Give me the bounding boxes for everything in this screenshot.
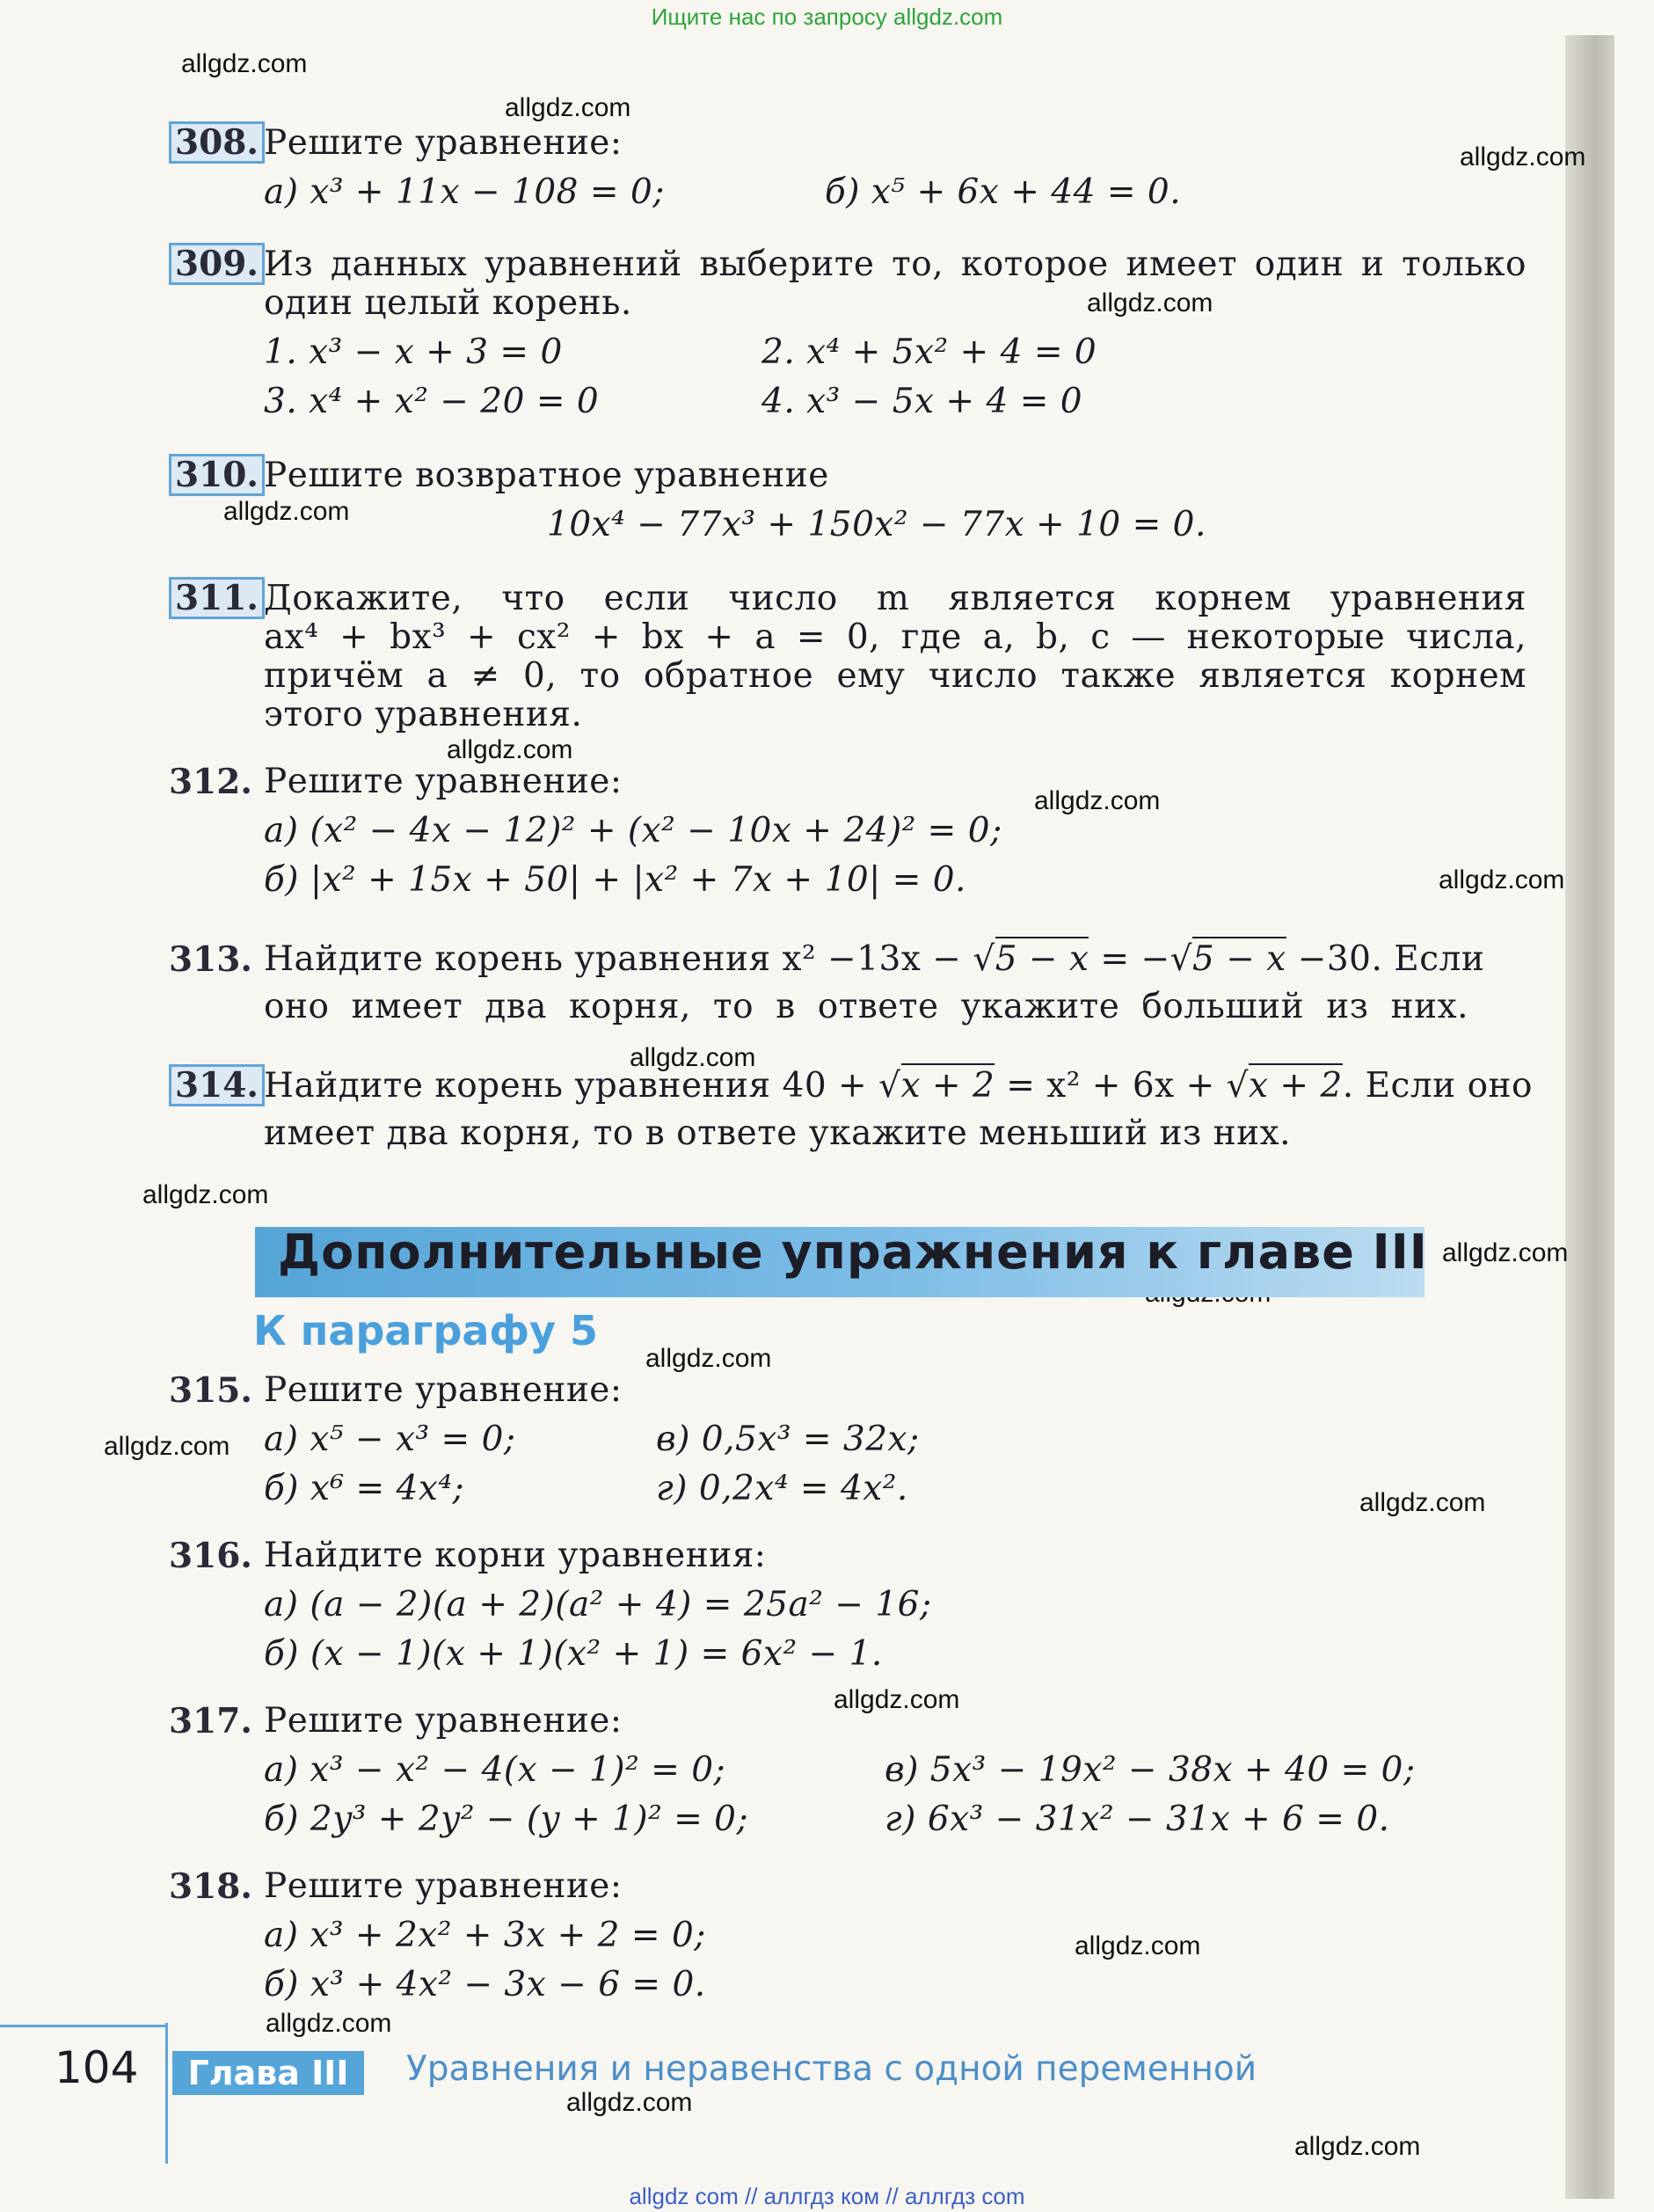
problem-311-line1: Докажите, что если число m является корнем уравнения bbox=[264, 579, 1526, 618]
paragraph-title: К параграфу 5 bbox=[253, 1307, 599, 1354]
sqrt-sign: √ bbox=[878, 1066, 901, 1106]
watermark: allgdz.com bbox=[1034, 786, 1161, 815]
problem-308-a: а) x³ + 11x − 108 = 0; bbox=[264, 172, 665, 212]
footer-divider bbox=[165, 2023, 168, 2164]
problem-313-line2: оно имеет два корня, то в ответе укажите больший из них. bbox=[264, 987, 1468, 1026]
problem-312-a: а) (x² − 4x − 12)² + (x² − 10x + 24)² = 0; bbox=[264, 811, 1002, 850]
problem-314-line1-end: . Если оно bbox=[1342, 1066, 1534, 1106]
sqrt-sign: √ bbox=[1169, 939, 1192, 979]
problem-316-b: б) (x − 1)(x + 1)(x² + 1) = 6x² − 1. bbox=[264, 1634, 883, 1674]
problem-318-a: а) x³ + 2x² + 3x + 2 = 0; bbox=[264, 1916, 706, 1955]
problem-313-line1 bbox=[264, 939, 1526, 979]
problem-310-text: Решите возвратное уравнение bbox=[264, 456, 829, 495]
problem-315-text: Решите уравнение: bbox=[264, 1370, 623, 1410]
watermark: allgdz.com bbox=[1442, 1238, 1569, 1267]
problem-315-b: б) x⁶ = 4x⁴; bbox=[264, 1469, 465, 1508]
watermark: allgdz.com bbox=[142, 1180, 269, 1209]
top-watermark-banner[interactable]: Ищите нас по запросу allgdz.com bbox=[651, 4, 1003, 30]
problem-313-line1-end: −30. Если bbox=[1297, 939, 1485, 979]
sqrt-sign: √ bbox=[1226, 1066, 1250, 1106]
problem-309-line2: один целый корень. bbox=[264, 283, 632, 323]
chapter-badge: Глава III bbox=[172, 2051, 364, 2095]
problem-312-text: Решите уравнение: bbox=[264, 762, 623, 801]
problem-309-option-2: 2. x⁴ + 5x² + 4 = 0 bbox=[761, 332, 1097, 372]
problem-314-line1-mid: = x² + 6x + bbox=[1006, 1066, 1215, 1106]
problem-number-308: 308. bbox=[169, 121, 265, 164]
chapter-title: Дополнительные упражнения к главе III bbox=[278, 1224, 1428, 1280]
problem-308-text: Решите уравнение: bbox=[264, 123, 623, 163]
problem-311-line4: этого уравнения. bbox=[264, 695, 583, 734]
problem-315-v: в) 0,5x³ = 32x; bbox=[656, 1420, 920, 1459]
problem-311-line2: ax⁴ + bx³ + cx² + bx + a = 0, где a, b, c — некоторые числа, bbox=[264, 617, 1526, 657]
page-binding-edge bbox=[1565, 35, 1614, 2199]
footer-divider bbox=[0, 2025, 167, 2027]
watermark: allgdz.com bbox=[566, 2088, 693, 2117]
problem-number-312: 312. bbox=[169, 762, 252, 802]
problem-number-315: 315. bbox=[169, 1370, 252, 1411]
problem-315-g: г) 0,2x⁴ = 4x². bbox=[656, 1469, 908, 1508]
problem-314-radicand-2: x + 2 bbox=[1249, 1063, 1343, 1106]
problem-317-v: в) 5x³ − 19x² − 38x + 40 = 0; bbox=[885, 1750, 1416, 1790]
page-number: 104 bbox=[55, 2042, 139, 2093]
problem-313-line1-start: Найдите корень уравнения x² −13x − bbox=[264, 939, 962, 979]
problem-317-text: Решите уравнение: bbox=[264, 1701, 623, 1741]
watermark: allgdz.com bbox=[104, 1432, 230, 1461]
problem-314-line2: имеет два корня, то в ответе укажите меньший из них. bbox=[264, 1113, 1292, 1153]
problem-312-b: б) |x² + 15x + 50| + |x² + 7x + 10| = 0. bbox=[264, 860, 966, 900]
problem-314-line1-start: Найдите корень уравнения 40 + bbox=[264, 1066, 868, 1106]
watermark: allgdz.com bbox=[1359, 1488, 1486, 1517]
problem-310-equation: 10x⁴ − 77x³ + 150x² − 77x + 10 = 0. bbox=[547, 505, 1206, 544]
chapter-running-title: Уравнения и неравенства с одной переменной bbox=[406, 2049, 1257, 2089]
watermark: allgdz.com bbox=[505, 93, 631, 122]
problem-309-option-4: 4. x³ − 5x + 4 = 0 bbox=[761, 382, 1083, 421]
problem-313-radicand-1: 5 − x bbox=[995, 937, 1089, 979]
problem-308-b: б) x⁵ + 6x + 44 = 0. bbox=[825, 172, 1182, 212]
watermark: allgdz.com bbox=[1439, 865, 1565, 894]
problem-314-line1 bbox=[264, 1066, 1534, 1106]
watermark: allgdz.com bbox=[645, 1344, 772, 1373]
problem-number-316: 316. bbox=[169, 1536, 252, 1576]
problem-315-a: а) x⁵ − x³ = 0; bbox=[264, 1420, 516, 1459]
problem-309-option-1: 1. x³ − x + 3 = 0 bbox=[264, 332, 563, 372]
problem-317-g: г) 6x³ − 31x² − 31x + 6 = 0. bbox=[885, 1800, 1390, 1839]
watermark: allgdz.com bbox=[1294, 2132, 1421, 2161]
watermark: allgdz.com bbox=[1087, 288, 1213, 318]
problem-number-313: 313. bbox=[169, 939, 252, 980]
problem-number-311: 311. bbox=[169, 577, 265, 619]
problem-309-line1: Из данных уравнений выберите то, которое имеет один и только bbox=[264, 245, 1526, 284]
problem-318-b: б) x³ + 4x² − 3x − 6 = 0. bbox=[264, 1965, 706, 2004]
watermark: allgdz.com bbox=[834, 1685, 960, 1714]
problem-317-a: а) x³ − x² − 4(x − 1)² = 0; bbox=[264, 1750, 726, 1790]
problem-313-line1-mid: = − bbox=[1100, 939, 1170, 979]
watermark: allgdz.com bbox=[181, 49, 308, 78]
watermark: allgdz.com bbox=[1075, 1931, 1201, 1960]
problem-number-317: 317. bbox=[169, 1701, 252, 1741]
problem-number-309: 309. bbox=[169, 243, 265, 285]
bottom-watermark-banner[interactable]: allgdz com // аллгдз ком // аллгдз com bbox=[629, 2183, 1025, 2209]
watermark: allgdz.com bbox=[630, 1043, 756, 1072]
problem-316-a: а) (a − 2)(a + 2)(a² + 4) = 25a² − 16; bbox=[264, 1585, 932, 1624]
problem-314-radicand-1: x + 2 bbox=[901, 1063, 995, 1106]
problem-318-text: Решите уравнение: bbox=[264, 1866, 623, 1906]
watermark: allgdz.com bbox=[447, 735, 573, 764]
watermark: allgdz.com bbox=[1460, 142, 1586, 172]
problem-311-line3: причём a ≠ 0, то обратное ему число также является корнем bbox=[264, 656, 1526, 696]
watermark: allgdz.com bbox=[223, 497, 350, 526]
problem-313-radicand-2: 5 − x bbox=[1192, 937, 1286, 979]
sqrt-sign: √ bbox=[973, 939, 995, 979]
problem-309-option-3: 3. x⁴ + x² − 20 = 0 bbox=[264, 382, 600, 421]
watermark: allgdz.com bbox=[266, 2009, 392, 2038]
problem-number-318: 318. bbox=[169, 1866, 252, 1907]
problem-number-310: 310. bbox=[169, 454, 265, 496]
problem-316-text: Найдите корни уравнения: bbox=[264, 1536, 767, 1575]
problem-317-b: б) 2y³ + 2y² − (y + 1)² = 0; bbox=[264, 1800, 749, 1839]
problem-number-314: 314. bbox=[169, 1064, 265, 1106]
